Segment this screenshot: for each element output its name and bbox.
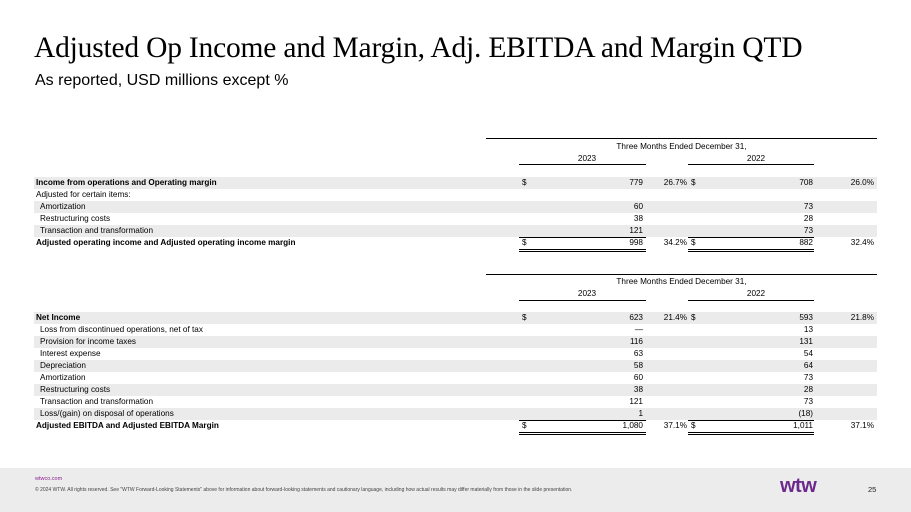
table1-year-2022: 2022: [746, 154, 766, 163]
value-2023: 998: [629, 238, 643, 247]
currency-2022: $: [691, 421, 696, 430]
footer-legal-text: © 2024 WTW. All rights reserved. See "WTW Forward-Looking Statements" above for information about forward-looking statements and cautionary language, including how actual results may differ materially from those in the slide presentation.: [35, 487, 573, 493]
percent-2022: 37.1%: [850, 421, 874, 430]
row-label: Transaction and transformation: [40, 397, 154, 406]
value-2023: 38: [633, 214, 643, 223]
value-2022: 28: [803, 385, 813, 394]
value-2022: 28: [803, 214, 813, 223]
row-label: Amortization: [40, 373, 86, 382]
value-2022: 1,011: [793, 421, 813, 430]
row-label: Loss from discontinued operations, net of tax: [40, 325, 203, 334]
currency-2023: $: [522, 421, 527, 430]
total-double-rule: [688, 432, 814, 435]
row-label: Transaction and transformation: [40, 226, 154, 235]
currency-2023: $: [522, 313, 527, 322]
percent-2022: 32.4%: [850, 238, 874, 247]
table2-header: Three Months Ended December 31,: [616, 277, 747, 286]
table-row: [34, 213, 877, 225]
percent-2023: 37.1%: [663, 421, 687, 430]
percent-2023: 34.2%: [663, 238, 687, 247]
table-row: [34, 420, 877, 432]
row-label: Amortization: [40, 202, 86, 211]
value-2022: (18): [798, 409, 813, 418]
row-label: Restructuring costs: [40, 385, 111, 394]
slide-title: Adjusted Op Income and Margin, Adj. EBITDA and Margin QTD: [34, 32, 803, 64]
value-2022: 708: [799, 178, 813, 187]
value-2023: 779: [629, 178, 643, 187]
value-2022: 882: [799, 238, 813, 247]
value-2022: 73: [803, 202, 813, 211]
table-row: [34, 408, 877, 420]
value-2023: 623: [629, 313, 643, 322]
value-2023: 60: [633, 373, 643, 382]
row-label: Adjusted for certain items:: [36, 190, 131, 199]
value-2023: 60: [633, 202, 643, 211]
value-2022: 73: [803, 397, 813, 406]
total-double-rule: [688, 249, 814, 252]
value-2023: 58: [633, 361, 643, 370]
table2-year2-rule: [688, 300, 814, 301]
table-row: [34, 360, 877, 372]
row-label: Interest expense: [40, 349, 101, 358]
subtotal-rule: [519, 237, 646, 238]
subtotal-rule: [688, 420, 814, 421]
table-row: [34, 372, 877, 384]
percent-2023: 26.7%: [663, 178, 687, 187]
table-row: [34, 177, 877, 189]
value-2023: 121: [629, 397, 643, 406]
value-2023: 116: [629, 337, 643, 346]
row-label: Net Income: [36, 313, 81, 322]
percent-2023: 21.4%: [663, 313, 687, 322]
currency-2023: $: [522, 238, 527, 247]
footer-url-link[interactable]: wtwco.com: [35, 476, 63, 482]
value-2022: 593: [799, 313, 813, 322]
row-label: Adjusted operating income and Adjusted operating income margin: [36, 238, 296, 247]
page-number: 25: [868, 485, 877, 494]
table1-year1-rule: [519, 164, 646, 165]
row-label: Provision for income taxes: [40, 337, 137, 346]
table2-year-2023: 2023: [577, 289, 597, 298]
row-label: Income from operations and Operating margin: [36, 178, 217, 187]
table-row: [34, 201, 877, 213]
currency-2023: $: [522, 178, 527, 187]
total-double-rule: [519, 249, 646, 252]
value-2023: 38: [633, 385, 643, 394]
table-row: [34, 336, 877, 348]
table-row: [34, 348, 877, 360]
value-2023: 121: [629, 226, 643, 235]
row-label: Restructuring costs: [40, 214, 111, 223]
table2-top-rule: [486, 274, 877, 275]
value-2023: —: [634, 325, 643, 334]
table-row: [34, 189, 877, 201]
value-2022: 131: [799, 337, 813, 346]
table-row: [34, 237, 877, 249]
value-2022: 73: [803, 226, 813, 235]
table-row: [34, 324, 877, 336]
percent-2022: 21.8%: [850, 313, 874, 322]
value-2023: 1,080: [622, 421, 643, 430]
currency-2022: $: [691, 238, 696, 247]
table1-year-2023: 2023: [577, 154, 597, 163]
table1-top-rule: [486, 138, 877, 139]
subtotal-rule: [688, 237, 814, 238]
slide-subtitle: As reported, USD millions except %: [35, 72, 289, 89]
table2-year1-rule: [519, 300, 646, 301]
percent-2022: 26.0%: [850, 178, 874, 187]
footer: [0, 468, 911, 512]
wtw-logo: wtw: [780, 475, 817, 497]
value-2022: 73: [803, 373, 813, 382]
table-row: [34, 396, 877, 408]
row-label: Loss/(gain) on disposal of operations: [40, 409, 174, 418]
total-double-rule: [519, 432, 646, 435]
value-2022: 54: [803, 349, 813, 358]
row-label: Depreciation: [40, 361, 86, 370]
row-label: Adjusted EBITDA and Adjusted EBITDA Margin: [36, 421, 219, 430]
currency-2022: $: [691, 178, 696, 187]
subtotal-rule: [519, 420, 646, 421]
table-row: [34, 384, 877, 396]
currency-2022: $: [691, 313, 696, 322]
value-2022: 64: [803, 361, 813, 370]
table-row: [34, 312, 877, 324]
table2-year-2022: 2022: [746, 289, 766, 298]
table1-header: Three Months Ended December 31,: [616, 142, 747, 151]
value-2023: 1: [638, 409, 643, 418]
value-2022: 13: [803, 325, 813, 334]
table-row: [34, 225, 877, 237]
value-2023: 63: [633, 349, 643, 358]
table1-year2-rule: [688, 164, 814, 165]
